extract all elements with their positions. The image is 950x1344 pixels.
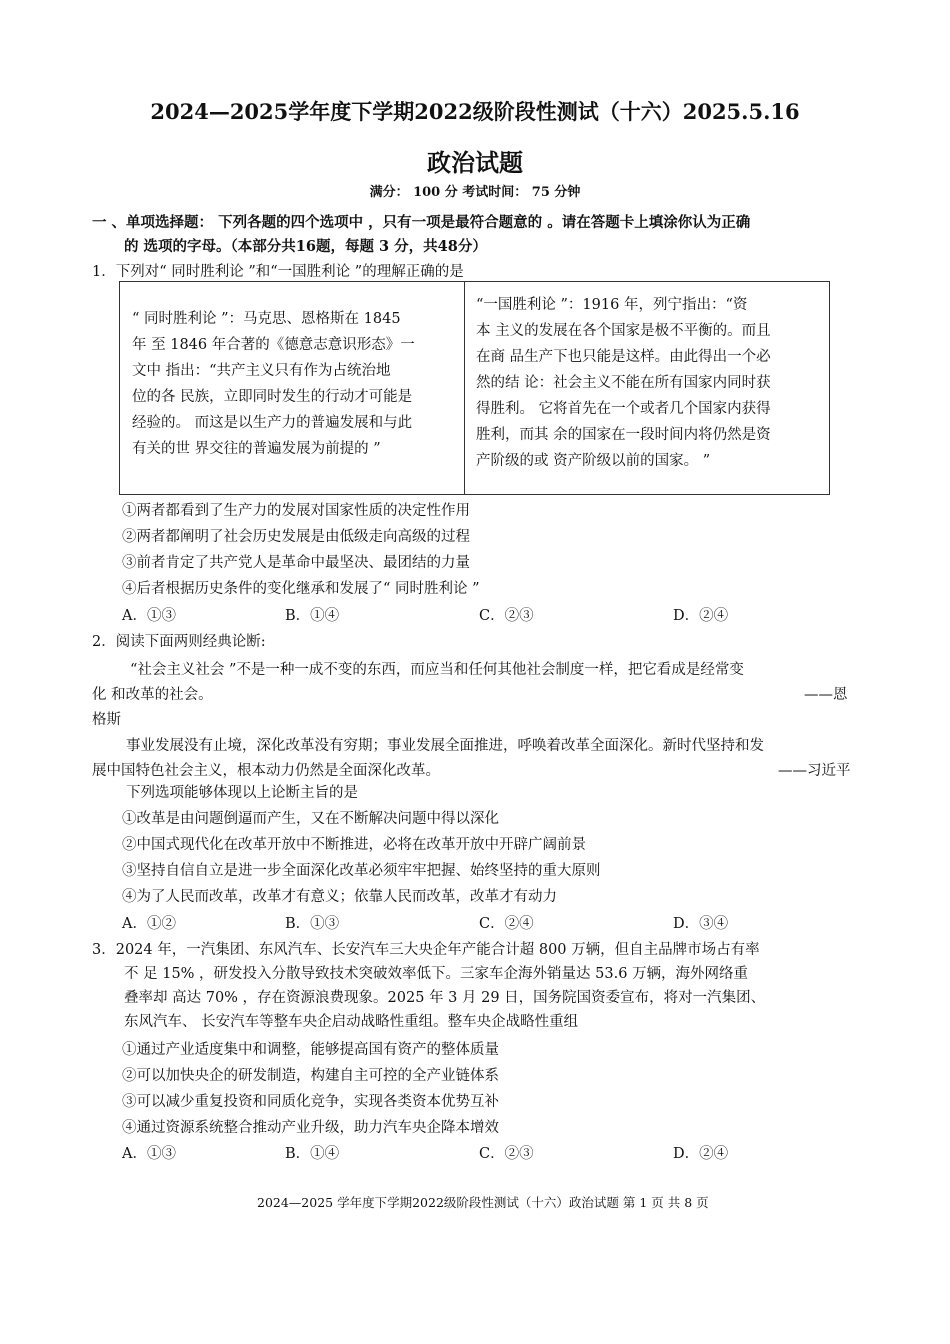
q1-left-line: 年 至 1846 年合著的《德意志意识形态》一 bbox=[132, 337, 415, 353]
q3-line4: 东风汽车、 长安汽车等整车央企启动战略性重组。整车央企战略性重组 bbox=[124, 1014, 579, 1030]
q3-option-3: ③可以减少重复投资和同质化竞争，实现各类资本优势互补 bbox=[122, 1094, 499, 1110]
q1-right-line: 然的结 论：社会主义不能在所有国家内同时获 bbox=[476, 375, 771, 391]
q2-quote1-author: ——恩 bbox=[804, 687, 848, 703]
q3-option-4: ④通过资源系统整合推动产业升级，助力汽车央企降本增效 bbox=[122, 1120, 499, 1136]
q3-answer-a: A．①③ bbox=[122, 1146, 176, 1162]
q1-right-line: 胜利，而其 余的国家在一段时间内将仍然是资 bbox=[476, 427, 771, 443]
page-footer: 2024—2025 学年度下学期2022级阶段性测试（十六）政治试题 第 1 页 共 8 页 bbox=[257, 1195, 709, 1210]
q1-option-4: ④后者根据历史条件的变化继承和发展了“ 同时胜利论 ” bbox=[122, 581, 480, 597]
exam-title: 2024—2025学年度下学期2022级阶段性测试（十六）2025.5.16 bbox=[150, 99, 800, 124]
q2-answer-d: D．③④ bbox=[673, 916, 729, 932]
q2-option-3: ③坚持自信自立是进一步全面深化改革必须牢牢把握、始终坚持的重大原则 bbox=[122, 863, 601, 879]
q1-left-cell bbox=[132, 306, 415, 462]
q2-option-2: ②中国式现代化在改革开放中不断推进，必将在改革开放中开辟广阔前景 bbox=[122, 837, 586, 853]
q2-stem: 2．阅读下面两则经典论断: bbox=[92, 634, 266, 650]
q1-option-2: ②两者都阐明了社会历史发展是由低级走向高级的过程 bbox=[122, 529, 470, 545]
q1-right-line: “一国胜利论 ”：1916 年，列宁指出：“资 bbox=[476, 297, 748, 313]
q1-answer-d: D．②④ bbox=[673, 608, 729, 624]
q3-answer-b: B．①④ bbox=[285, 1146, 340, 1162]
q2-quote1-author-rest: 格斯 bbox=[92, 712, 121, 728]
q1-left-line: 经验的。 而这是以生产力的普遍发展和与此 bbox=[132, 415, 413, 431]
q2-prompt: 下列选项能够体现以上论断主旨的是 bbox=[126, 785, 358, 801]
q2-option-1: ①改革是由问题倒逼而产生，又在不断解决问题中得以深化 bbox=[122, 811, 499, 827]
q1-right-line: 本 主义的发展在各个国家是极不平衡的。而且 bbox=[476, 323, 771, 339]
q1-right-cell bbox=[476, 292, 771, 474]
q2-quote1-line2: 化 和改革的社会。 bbox=[92, 687, 213, 703]
section-heading-line2: 的 选项的字母。（本部分共16题，每题 3 分，共48分） bbox=[124, 238, 487, 255]
q2-quote1-line1: “社会主义社会 ”不是一种一成不变的东西，而应当和任何其他社会制度一样，把它看成是经常变 bbox=[130, 662, 744, 678]
q3-option-2: ②可以加快央企的研发制造，构建自主可控的全产业链体系 bbox=[122, 1068, 499, 1084]
q2-answer-a: A．①② bbox=[122, 916, 176, 932]
q1-right-line: 在商 品生产下也只能是这样。由此得出一个必 bbox=[476, 349, 771, 365]
q3-answer-c: C．②③ bbox=[479, 1146, 534, 1162]
q1-option-1: ①两者都看到了生产力的发展对国家性质的决定性作用 bbox=[122, 503, 470, 519]
q3-option-1: ①通过产业适度集中和调整，能够提高国有资产的整体质量 bbox=[122, 1042, 499, 1058]
q1-left-line: 文中 指出：“共产主义只有作为占统治地 bbox=[132, 363, 391, 379]
q1-answer-b: B．①④ bbox=[285, 608, 340, 624]
q1-left-line: “ 同时胜利论 ”：马克思、恩格斯在 1845 bbox=[132, 311, 401, 327]
q2-quote2-author: ——习近平 bbox=[778, 763, 851, 779]
subject-title: 政治试题 bbox=[427, 148, 523, 177]
q1-stem: 1．下列对“ 同时胜利论 ”和“一国胜利论 ”的理解正确的是 bbox=[92, 264, 464, 280]
q2-answer-b: B．①③ bbox=[285, 916, 340, 932]
q2-quote2-line2: 展中国特色社会主义，根本动力仍然是全面深化改革。 bbox=[92, 763, 440, 779]
q2-quote2-line1: 事业发展没有止境，深化改革没有穷期；事业发展全面推进，呼唤着改革全面深化。新时代坚持和发 bbox=[126, 738, 764, 754]
exam-meta: 满分： 100 分 考试时间： 75 分钟 bbox=[369, 185, 581, 200]
q1-left-line: 位的各 民族，立即同时发生的行动才可能是 bbox=[132, 389, 413, 405]
q1-comparison-table bbox=[119, 281, 830, 495]
q3-line1: 3．2024 年，一汽集团、东风汽车、长安汽车三大央企年产能合计超 800 万辆，但自主品牌市场占有率 bbox=[92, 942, 760, 958]
q1-answer-c: C．②③ bbox=[479, 608, 534, 624]
table-divider bbox=[464, 282, 465, 494]
q1-right-line: 得胜利。 它将首先在一个或者几个国家内获得 bbox=[476, 401, 771, 417]
section-heading-line1: 一 、单项选择题： 下列各题的四个选项中 ，只有一项是最符合题意的 。请在答题卡上填涂你认为正确 bbox=[92, 214, 751, 231]
q3-line3: 叠率却 高达 70% ，存在资源浪费现象。2025 年 3 月 29 日，国务院国资委宣布，将对一汽集团、 bbox=[124, 990, 766, 1006]
q2-answer-c: C．②④ bbox=[479, 916, 534, 932]
q1-answer-a: A．①③ bbox=[122, 608, 176, 624]
q1-left-line: 有关的世 界交往的普遍发展为前提的 ” bbox=[132, 441, 381, 457]
q1-option-3: ③前者肯定了共产党人是革命中最坚决、最团结的力量 bbox=[122, 555, 470, 571]
q1-right-line: 产阶级的或 资产阶级以前的国家。 ” bbox=[476, 453, 711, 469]
q2-option-4: ④为了人民而改革，改革才有意义；依靠人民而改革，改革才有动力 bbox=[122, 889, 557, 905]
q3-line2: 不 足 15% ，研发投入分散导致技术突破效率低下。三家车企海外销量达 53.6 万辆，海外网络重 bbox=[124, 966, 749, 982]
q3-answer-d: D．②④ bbox=[673, 1146, 729, 1162]
